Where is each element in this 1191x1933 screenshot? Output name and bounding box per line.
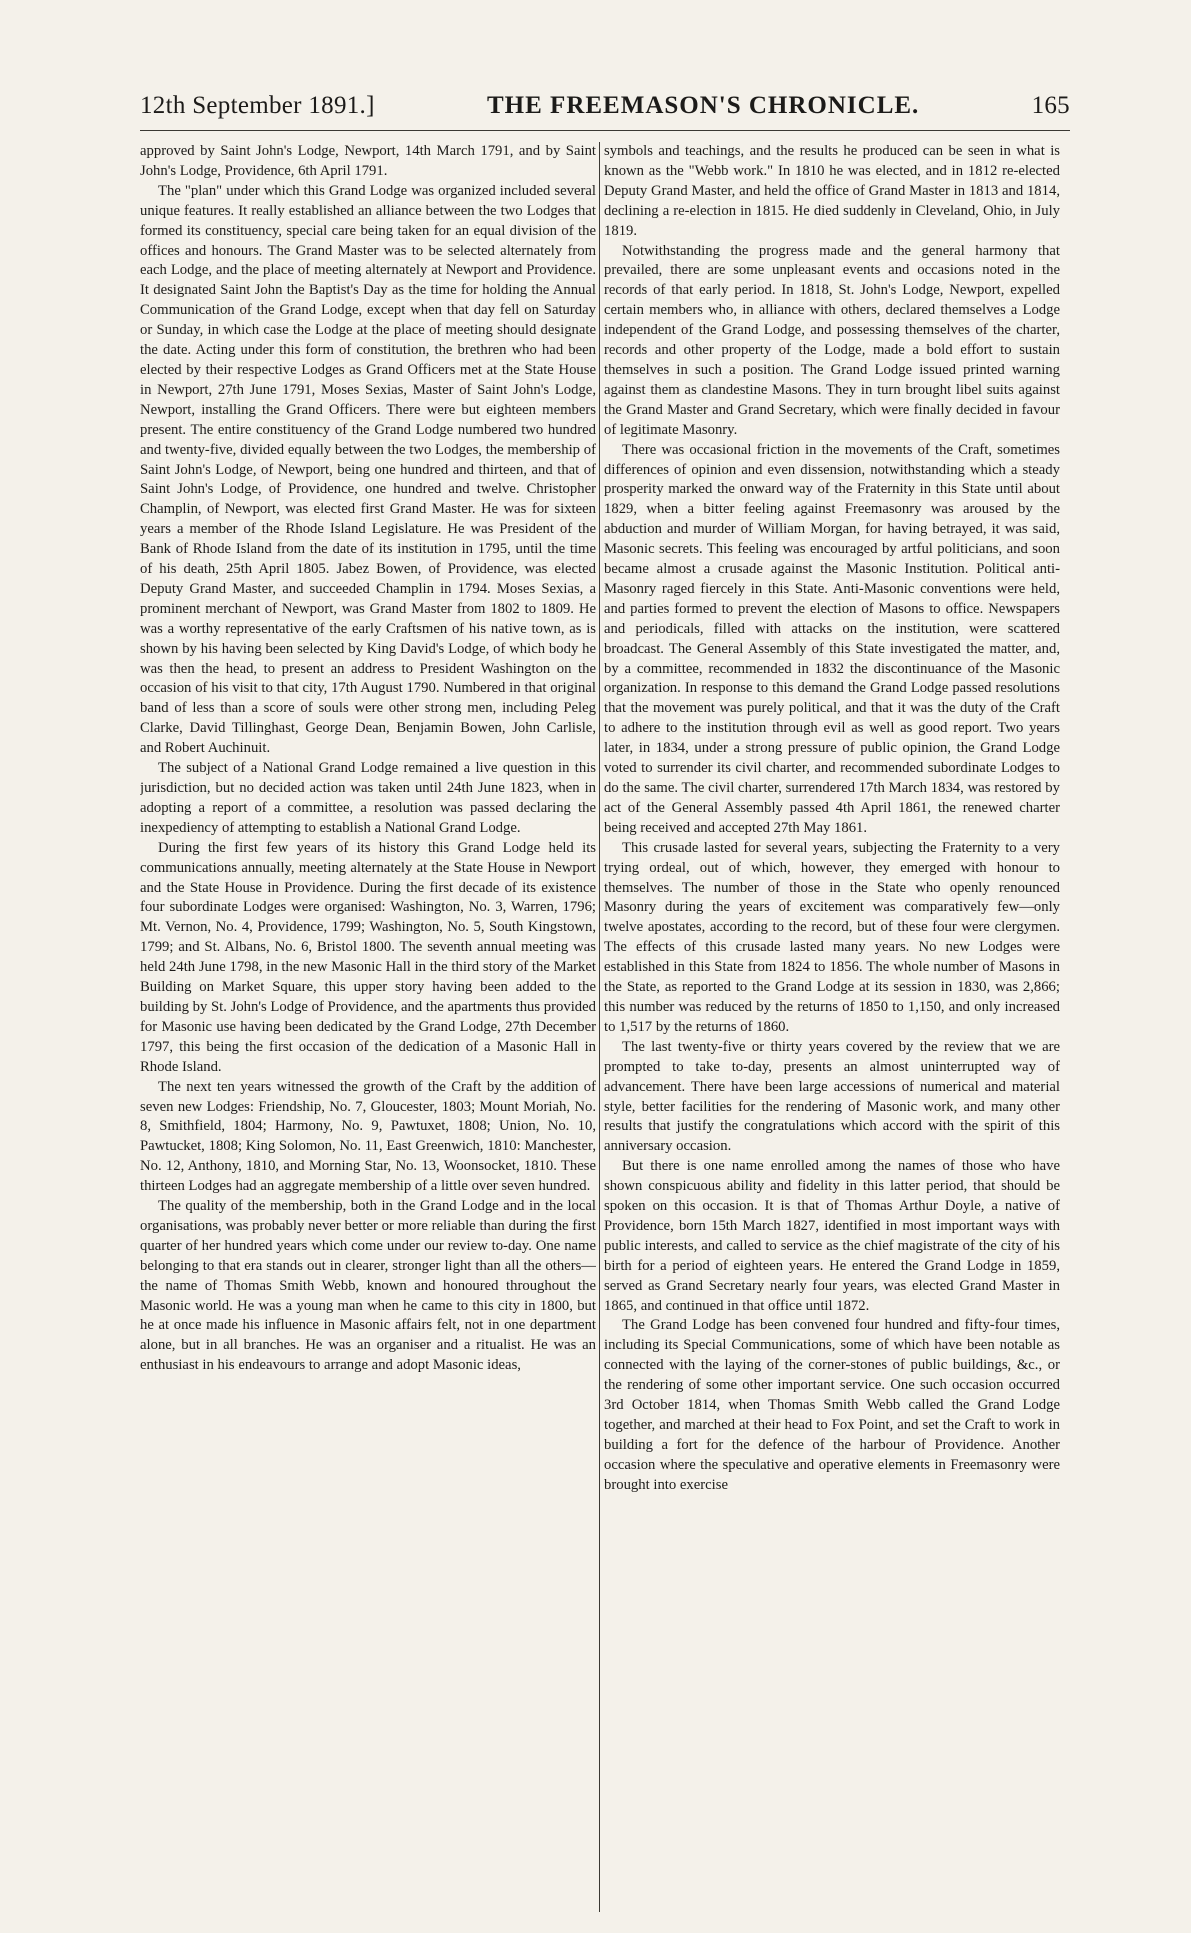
article-column-right [604,142,1060,1920]
publication-title: THE FREEMASON'S CHRONICLE. [487,92,920,119]
column-divider [599,142,600,1912]
masthead [140,92,1070,126]
paragraph: The next ten years witnessed the growth of the Craft by the addition of seven new Lodges: Friendship, No. 7, Gloucester, 1803; Mount Moriah, No. 8, Smithfield, 1804; Harmony, No. 9, Pawtuxet, 1808; Union, No. 10, Pawtucket, 1808; King Solomon, No. 11, East Greenwich, 1810: Manchester, No. 12, Anthony, 1810, and Morning Star, No. 13, Woonsocket, 1810. These thirteen Lodges had an aggregate membership of a little over seven hundred. [140,1078,596,1195]
paragraph: approved by Saint John's Lodge, Newport, 14th March 1791, and by Saint John's Lodge, Providence, 6th April 1791. [140,143,596,179]
paragraph: The quality of the membership, both in the Grand Lodge and in the local organisations, was probably never better or more reliable than during the first quarter of her hundred years which come under our review to-day. One name belonging to that era stands out in clearer, stronger light than all the others—the name of Thomas Smith Webb, known and honoured throughout the Masonic world. He was a young man when he came to this city in 1800, but he at once made his influence in Masonic affairs felt, not in one department alone, but in all branches. He was an organiser and a ritualist. He was an enthusiast in his endeavours to arrange and adopt Masonic ideas, [140,1198,596,1374]
article-column-left [140,142,596,1920]
page-number: 165 [1031,92,1070,119]
paragraph: The last twenty-five or thirty years covered by the review that we are prompted to take to-day, presents an almost uninterrupted way of advancement. There have been large accessions of numerical and material style, better facilities for the rendering of Masonic work, and many other results that justify the congratulations which accord with the spirit of this anniversary occasion. [604,1038,1060,1155]
paragraph: Notwithstanding the progress made and the general harmony that prevailed, there are some unpleasant events and occasions noted in the records of that early period. In 1818, St. John's Lodge, Newport, expelled certain members who, in alliance with others, declared themselves a Lodge independent of the Grand Lodge, and possessing themselves of the charter, records and other property of the Lodge, made a bold effort to sustain themselves in such a position. The Grand Lodge issued printed warning against them as clandestine Masons. They in turn brought libel suits against the Grand Master and Grand Secretary, which were finally decided in favour of legitimate Masonry. [604,242,1060,438]
paragraph: The subject of a National Grand Lodge remained a live question in this jurisdiction, but no decided action was taken until 24th June 1823, when in adopting a report of a committee, a resolution was passed declaring the inexpediency of attempting to establish a National Grand Lodge. [140,760,596,836]
paragraph: The Grand Lodge has been convened four hundred and fifty-four times, including its Special Communications, some of which have been notable as connected with the laying of the corner-stones of public buildings, &c., or the rendering of some other important service. One such occasion occurred 3rd October 1814, when Thomas Smith Webb called the Grand Lodge together, and marched at their head to Fox Point, and set the Craft to work in building a fort for the defence of the harbour of Providence. Another occasion where the speculative and operative elements in Freemasonry were brought into exercise [604,1317,1060,1493]
paragraph: But there is one name enrolled among the names of those who have shown conspicuous ability and fidelity in this latter period, that should be spoken on this occasion. It is that of Thomas Arthur Doyle, a native of Providence, born 15th March 1827, identified in most important ways with public interests, and called to service as the chief magistrate of the city of his birth for a period of eighteen years. He entered the Grand Lodge in 1859, served as Grand Secretary nearly four years, was elected Grand Master in 1865, and continued in that office until 1872. [604,1158,1060,1314]
paragraph: There was occasional friction in the movements of the Craft, sometimes differences of opinion and even dissension, notwithstanding which a steady prosperity marked the onward way of the Fraternity in this State until about 1829, when a bitter feeling against Freemasonry was aroused by the abduction and murder of William Morgan, for having betrayed, it was said, Masonic secrets. This feeling was encouraged by artful politicians, and soon became almost a crusade against the Masonic Institution. Political anti-Masonry raged fiercely in this State. Anti-Masonic conventions were held, and parties formed to prevent the election of Masons to office. Newspapers and periodicals, filled with attacks on the institution, were scattered broadcast. The General Assembly of this State investigated the matter, and, by a committee, recommended in 1832 the discontinuance of the Masonic organization. In response to this demand the Grand Lodge passed resolutions that the movement was purely political, and that it was the duty of the Craft to adhere to the institution through evil as well as good report. Two years later, in 1834, under a strong pressure of public opinion, the Grand Lodge voted to surrender its civil charter, and recommended subordinate Lodges to do the same. The civil charter, surrendered 17th March 1834, was restored by act of the General Assembly passed 4th April 1861, the renewed charter being received and accepted 27th May 1861. [604,441,1060,836]
paragraph: symbols and teachings, and the results he produced can be seen in what is known as the "Webb work." In 1810 he was elected, and in 1812 re-elected Deputy Grand Master, and held the office of Grand Master in 1813 and 1814, declining a re-election in 1815. He died suddenly in Cleveland, Ohio, in July 1819. [604,143,1060,239]
paragraph: This crusade lasted for several years, subjecting the Fraternity to a very trying ordeal, out of which, however, they emerged with honour to themselves. The number of those in the State who openly renounced Masonry during the years of excitement was comparatively few—only twelve apostates, according to the record, but of these four were clergymen. The effects of this crusade lasted many years. No new Lodges were established in this State from 1824 to 1856. The whole number of Masons in the State, as reported to the Grand Lodge at its session in 1830, was 2,866; this number was reduced by the returns of 1850 to 1,150, and only increased to 1,517 by the returns of 1860. [604,839,1060,1035]
paragraph: During the first few years of its history this Grand Lodge held its communications annually, meeting alternately at the State House in Newport and the State House in Providence. During the first decade of its existence four subordinate Lodges were organised: Washington, No. 3, Warren, 1796; Mt. Vernon, No. 4, Providence, 1799; Washington, No. 5, South Kingstown, 1799; and St. Albans, No. 6, Bristol 1800. The seventh annual meeting was held 24th June 1798, in the new Masonic Hall in the third story of the Market Building on Market Square, this upper story having been added to the building by St. John's Lodge of Providence, and the apartments thus provided for Masonic use having been dedicated by the Grand Lodge, 27th December 1797, this being the first occasion of the dedication of a Masonic Hall in Rhode Island. [140,839,596,1075]
header-rule [140,130,1070,131]
issue-date: 12th September 1891.] [140,92,375,119]
paragraph: The "plan" under which this Grand Lodge was organized included several unique features. It really established an alliance between the two Lodges that formed its constituency, special care being taken for an equal division of the offices and honours. The Grand Master was to be selected alternately from each Lodge, and the place of meeting alternately at Newport and Providence. It designated Saint John the Baptist's Day as the time for holding the Annual Communication of the Grand Lodge, except when that day fell on Saturday or Sunday, in which case the Lodge at the place of meeting should designate the date. Acting under this form of constitution, the brethren who had been elected by their respective Lodges as Grand Officers met at the State House in Newport, 27th June 1791, Moses Sexias, Master of Saint John's Lodge, Newport, installing the Grand Officers. There were but eighteen members present. The entire constituency of the Grand Lodge numbered two hundred and twenty-five, divided equally between the two Lodges, the membership of Saint John's Lodge, of Newport, being one hundred and thirteen, and that of Saint John's Lodge, of Providence, one hundred and twelve. Christopher Champlin, of Newport, was elected first Grand Master. He was for sixteen years a member of the Rhode Island Legislature. He was President of the Bank of Rhode Island from the date of its institution in 1795, until the time of his death, 25th April 1805. Jabez Bowen, of Providence, was elected Deputy Grand Master, and succeeded Champlin in 1794. Moses Sexias, a prominent merchant of Newport, was Grand Master from 1802 to 1809. He was a worthy representative of the early Craftsmen of his native town, as is shown by his having been selected by King David's Lodge, of which body he was then the head, to present an address to President Washington on the occasion of his visit to that city, 17th August 1790. Numbered in that original band of less than a score of souls were other strong men, including Peleg Clarke, David Tillinghast, George Dean, Benjamin Bowen, John Carlisle, and Robert Auchinuit. [140,182,596,757]
